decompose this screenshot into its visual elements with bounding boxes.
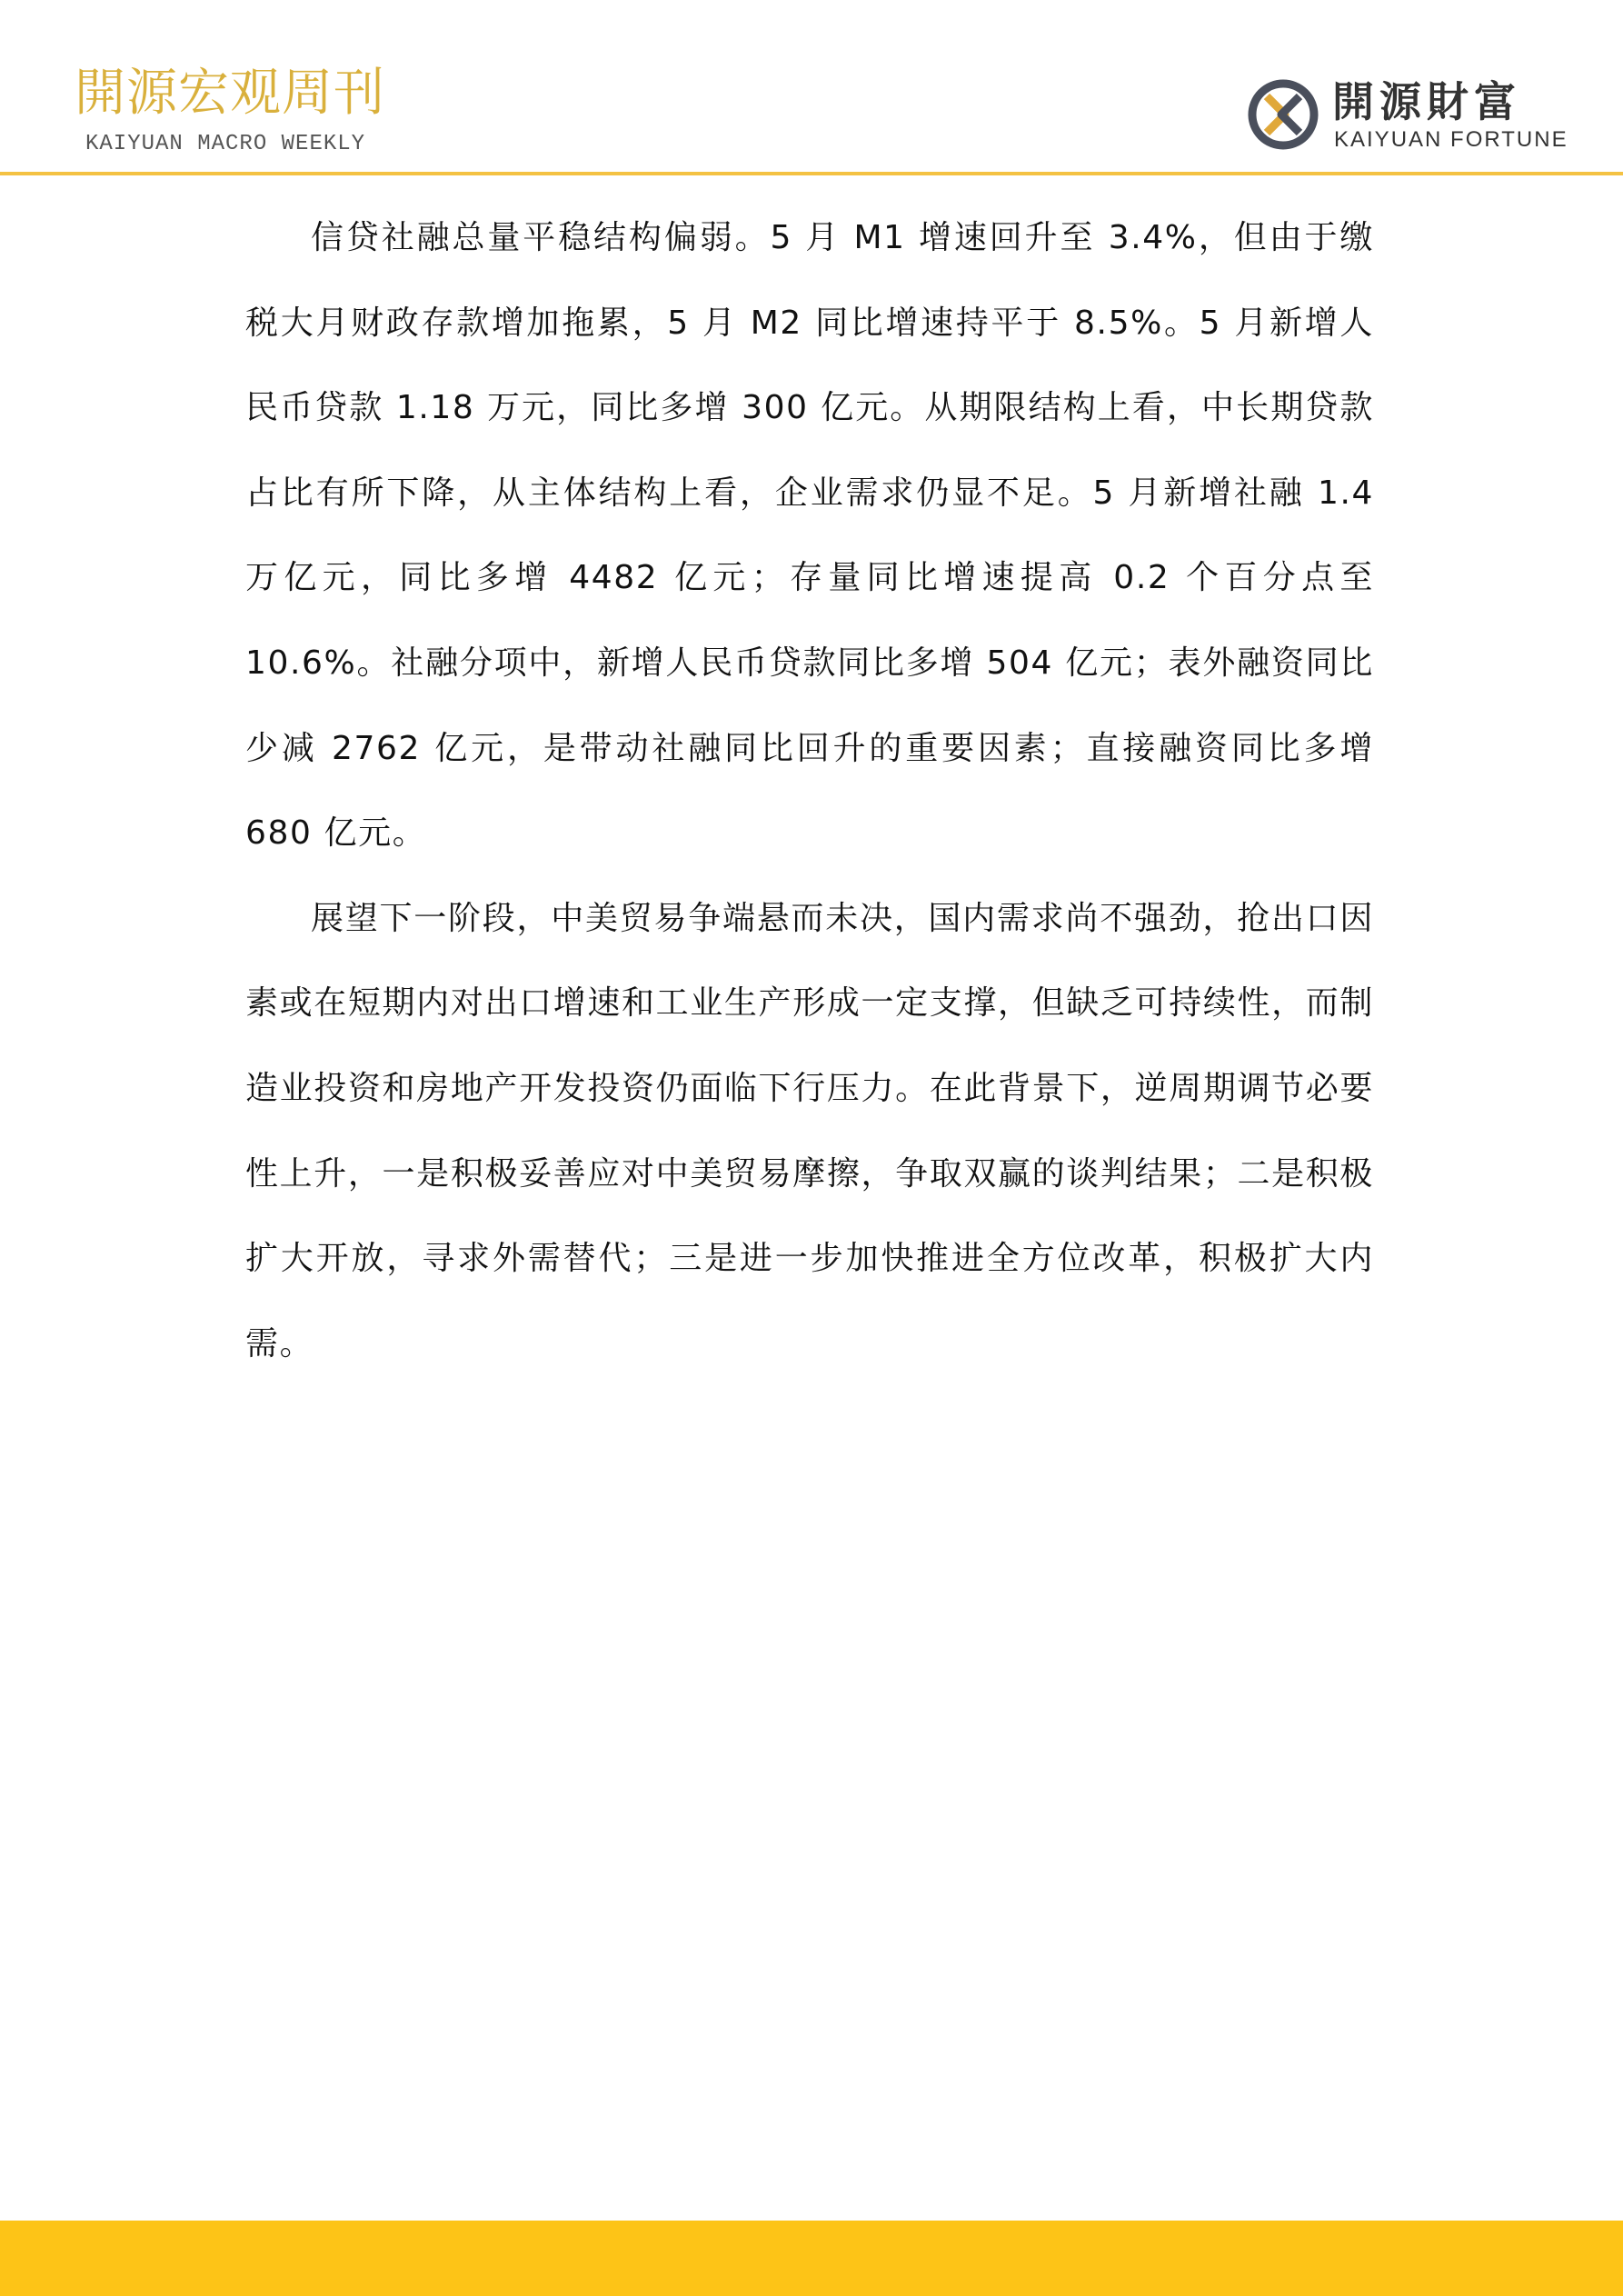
footer-bar (0, 2221, 1623, 2296)
logo-name-en: KAIYUAN FORTUNE (1334, 127, 1568, 152)
paragraph-outlook: 展望下一阶段，中美贸易争端悬而未决，国内需求尚不强劲，抢出口因素或在短期内对出口增速和工业生产形成一定支撑，但缺乏可持续性，而制造业投资和房地产开发投资仍面临下行压力。在此背景下，逆周期调节必要性上升，一是积极妥善应对中美贸易摩擦，争取双赢的谈判结果；二是积极扩大开放，寻求外需替代；三是进一步加快推进全方位改革，积极扩大内需。 (245, 899, 1374, 1363)
header-divider (0, 172, 1623, 175)
kaiyuan-fortune-logo (1245, 76, 1572, 158)
body-text (245, 195, 1374, 1386)
header-title-en: KAIYUAN MACRO WEEKLY (85, 132, 366, 156)
paragraph-credit-social-financing: 信贷社融总量平稳结构偏弱。5 月 M1 增速回升至 3.4%，但由于缴税大月财政存款增加拖累，5 月 M2 同比增速持平于 8.5%。5 月新增人民币贷款 1.18 万元，同比多增 300 亿元。从期限结构上看，中长期贷款占比有所下降，从主体结构上看，企业需求仍显不足。5 月新增社融 1.4 万亿元，同比多增 4482 亿元；存量同比增速提高 0.2 个百分点至 10.6%。社融分项中，新增人民币贷款同比多增 504 亿元；表外融资同比少减 2762 亿元，是带动社融同比回升的重要因素；直接融资同比多增 680 亿元。 (245, 219, 1374, 853)
header-title-cn: 開源宏观周刊 (75, 64, 385, 123)
kaiyuan-logo-icon (1245, 76, 1321, 153)
logo-name-cn: 開源財富 (1332, 77, 1521, 126)
